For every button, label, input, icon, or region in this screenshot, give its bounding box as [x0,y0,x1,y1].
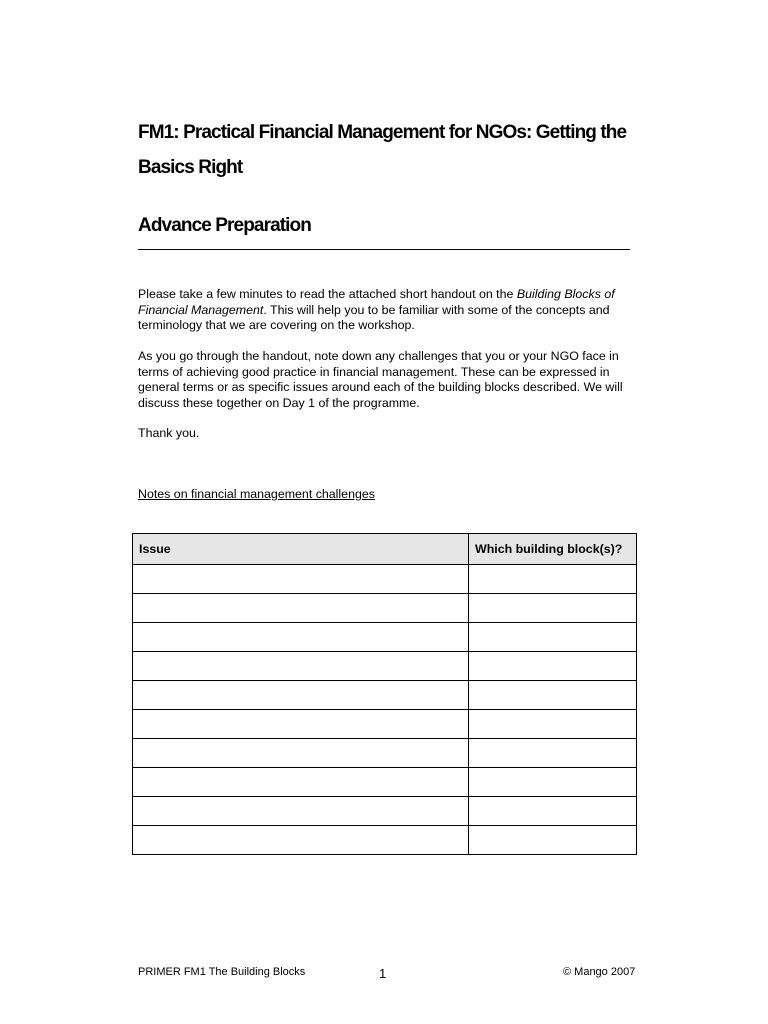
heading-divider [138,249,630,250]
issue-cell[interactable] [133,681,469,710]
issue-cell[interactable] [133,797,469,826]
table-row [133,710,637,739]
table-body [133,565,637,855]
footer-document-name: PRIMER FM1 The Building Blocks [138,966,306,978]
issue-cell[interactable] [133,623,469,652]
page-number: 1 [379,966,387,981]
issue-cell[interactable] [133,565,469,594]
building-block-column-header: Which building block(s)? [469,534,637,565]
building-block-cell[interactable] [469,565,637,594]
table-row [133,826,637,855]
table-row [133,623,637,652]
issue-column-header: Issue [133,534,469,565]
document-title: FM1: Practical Financial Management for NGOs: Getting the Basics Right [138,122,627,178]
intro-paragraph [138,287,632,334]
table-row [133,565,637,594]
table-row [133,797,637,826]
building-block-cell[interactable] [469,710,637,739]
issue-cell[interactable] [133,652,469,681]
table-header-row [133,534,637,565]
notes-heading: Notes on financial management challenges [138,487,375,501]
table-row [133,739,637,768]
table-row [133,652,637,681]
building-block-cell[interactable] [469,826,637,855]
footer-copyright: © Mango 2007 [563,966,636,978]
building-block-cell[interactable] [469,594,637,623]
issue-cell[interactable] [133,768,469,797]
instructions-paragraph: As you go through the handout, note down any challenges that you or your NGO face in terms of achieving good practice in financial management. These can be expressed in general terms or as specific issues around each of the building blocks described. We will discuss these together on Day 1 of the programme. [138,349,623,410]
building-block-cell[interactable] [469,681,637,710]
building-block-cell[interactable] [469,797,637,826]
table-row [133,594,637,623]
table-row [133,768,637,797]
section-heading: Advance Preparation [138,215,311,236]
intro-text-end: . This will help you to be familiar with some of the concepts and terminology that we are covering on the workshop. [138,302,610,332]
table-row [133,681,637,710]
intro-text-start: Please take a few minutes to read the attached short handout on the [138,287,517,301]
building-block-cell[interactable] [469,623,637,652]
issue-cell[interactable] [133,710,469,739]
issue-cell[interactable] [133,826,469,855]
challenges-table [132,533,637,855]
handout-title-emphasis: Building Blocks of Financial Management [138,287,615,317]
building-block-cell[interactable] [469,739,637,768]
building-block-cell[interactable] [469,652,637,681]
issue-cell[interactable] [133,594,469,623]
building-block-cell[interactable] [469,768,637,797]
issue-cell[interactable] [133,739,469,768]
thank-you-text: Thank you. [138,426,200,440]
